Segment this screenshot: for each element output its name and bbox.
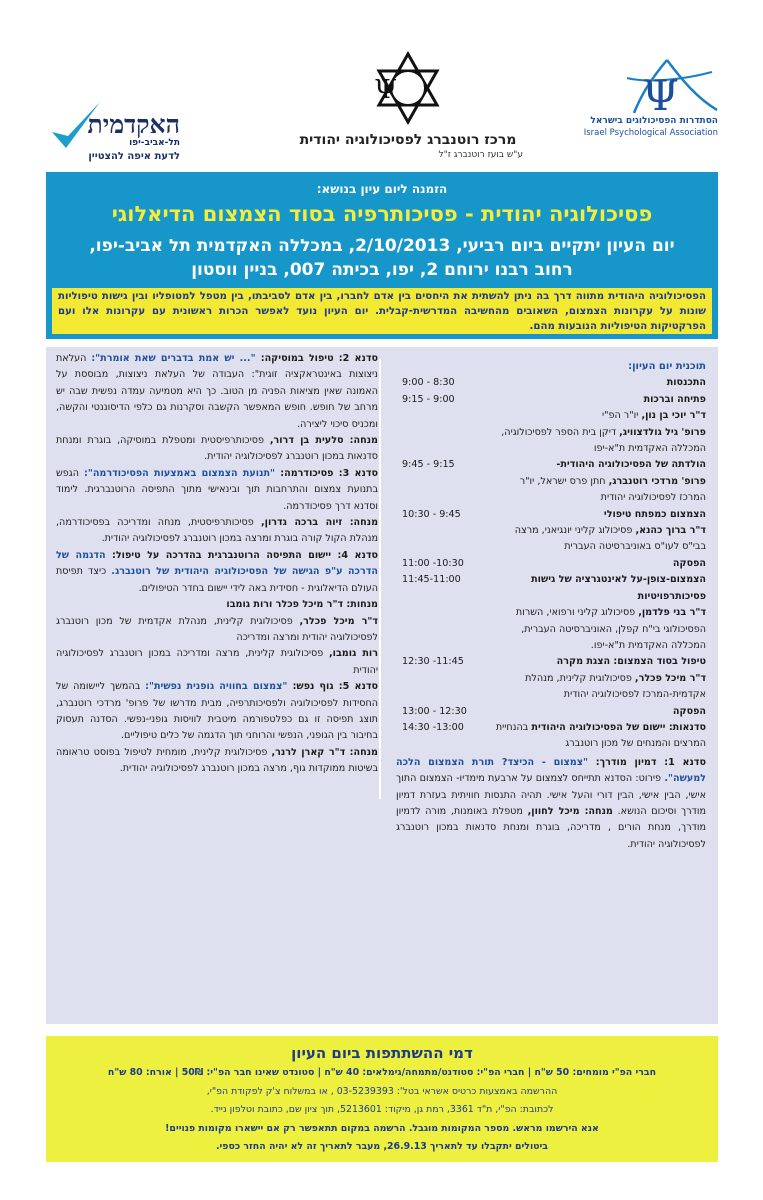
session-2-head: סדנא 2: טיפול במוסיקה:: [255, 353, 378, 364]
session-1-head: סדנא 1: דמיון מודרך:: [588, 756, 706, 768]
schedule-item-title: טיפול בסוד הצמצום: הצגת מקרה: [556, 656, 706, 668]
schedule-item-text: בהנחיית המרצים והמנחים של מכון רוטנברג: [495, 721, 706, 750]
program-title: תוכנית יום העיון:: [628, 361, 706, 372]
svg-text:Ψ: Ψ: [374, 75, 397, 105]
svg-text:Ψ: Ψ: [642, 71, 679, 118]
schedule-row: [396, 408, 706, 424]
academic-name: האקדמית: [87, 110, 180, 139]
ipa-hebrew-name: הסתדרות הפסיכולוגים בישראל: [590, 116, 718, 126]
session-5-text: בהמשך ליישומה של החסידות לפסיכולוגיה ולפסיכותרפיה, מבית מדרשו של פרופ' מרדכי רוטנברג, תוצג תפיסה זו גם כפלטפורמה מיטבית לוויסות גופני-נפשי. הסדנה תעסוק בחיבור בין הגופני, הנפשי והרוחני תוך הדגמה של כלים טיפוליים.: [56, 681, 378, 742]
fees-registration-phone: ההרשמה באמצעות כרטיס אשראי בטל': 03-5239393 , או במשלוח צ'ק לפקודת הפ"י,: [206, 1086, 558, 1097]
schedule-item-title: ד"ר מיכל פכלר,: [634, 672, 706, 684]
schedule-item: [492, 671, 706, 704]
fees-title: דמי ההשתתפות ביום העיון: [291, 1044, 473, 1062]
schedule-item-title: ד"ר בני פלדמן,: [638, 607, 706, 619]
session-1-guide: מנחה: מיכל לחוון,: [527, 805, 613, 817]
fees-cancellation: ביטולים יתקבלו עד לתאריך 26.9.13, מעבר לתאריך זה לא יהיה החזר כספי.: [215, 1141, 549, 1152]
fees-prices: חברי הפ"י מומחים: 50 ש"ח | חברי הפ"י: סטודנט/מתמחה/גימלאים: 40 ש"ח | סטונדט שאינו חבר הפ"י: 50₪ | אורח: 80 ש"ח: [107, 1067, 657, 1078]
session-3: [56, 466, 378, 548]
schedule-row: [396, 605, 706, 654]
session-4-text: כיצד תפיסת העולם הדיאלוגית - חסידית באה לידי יישום בחדר הטיפולים.: [56, 566, 378, 594]
schedule-item-text: פסיכולוג קליני ורפואי, השרות הפסיכולוגי בי"ח קפלן, האוניברסיטה העברית, המכללה האקדמית ת"א-יפו.: [515, 607, 706, 651]
session-4-guide-1: ד"ר מיכל פכלר,: [299, 615, 378, 627]
schedule-item: [492, 474, 706, 507]
schedule-item-text: יו"ר הפ"י: [601, 410, 642, 422]
schedule-time: 11:00 -10:30: [402, 557, 464, 569]
session-5-guide-text: פסיכולוגית קלינית, מומחית לטיפול בפוסט טראומה בשיטות ממוקדות גוף, מרצה במכון רוטנברג לפסיכולוגיה יהודית.: [56, 746, 378, 775]
schedule-time: [396, 523, 492, 556]
session-2: [56, 351, 378, 466]
session-2-text: העלאת ניצוצות באינטראקציה זוגית": העבודה של העלאת ניצוצות, מבוססת על האמונה שאין מציאות הפניה מן הטוב. כך היא מטמיעה עמדה נפשית שבה יש מרחב של חופש. חופש המאפשר הקשבה וסקרנות גם כלפי הדיסוננטי והקשה, ומכניס סיכוי ליצירה.: [56, 353, 378, 430]
rotenberg-center-logo: [283, 50, 533, 165]
star-of-david-psi-icon: [373, 50, 443, 125]
schedule-time: 10:30 - 9:45: [402, 508, 461, 520]
session-4: [56, 548, 378, 679]
ipa-logo: [572, 58, 722, 153]
session-4-guide-2-text: פסיכולוגית קלינית, מרצה ומדריכה במכון רוטנברג לפסיכולוגיה יהודית: [56, 648, 378, 676]
schedule-time: [396, 408, 492, 424]
schedule-time: 11:45-11:00: [402, 574, 461, 586]
event-banner: [46, 172, 718, 339]
session-5-title: "צמצום בחוויה גופנית נפשית":: [145, 681, 288, 693]
schedule-item-title: הולדתה של הפסיכולוגיה היהודית-: [556, 459, 706, 471]
schedule-row: [396, 671, 706, 704]
session-1: [396, 755, 706, 853]
schedule-item-title: הצמצום כמפתח טיפולי: [603, 508, 706, 520]
schedule-time: 12:30 -11:45: [402, 656, 464, 668]
schedule-item-title: ד"ר יוכי בן נון,: [641, 410, 706, 422]
schedule-item-title: הצמצום-צופן-על לאינטגרציה של גישות פסיכותרפויטיות: [531, 574, 706, 602]
schedule-time: [396, 605, 492, 654]
session-4-guide-2: רות גומבו,: [329, 648, 378, 660]
schedule-item-title: הפסקה: [672, 557, 706, 569]
psi-star-icon: [572, 58, 722, 118]
event-title: פסיכולוגיה יהודית - פסיכותרפיה בסוד הצמצום הדיאלוגי: [111, 202, 653, 226]
session-1-title: "צמצום - הכיצד? תורת הצמצום הלכה למעשה".: [396, 756, 706, 785]
schedule-item: [492, 704, 706, 720]
session-4-guides: מנחות: ד"ר מיכל פכלר ורות גומבו: [226, 599, 378, 611]
session-3-text: הגפש בתנועת צמצום והתרחבות תוך ובינאישי מתוך התפיסה הרוטנברגית. לימוד וסדנא דרך פסיכודרמה.: [56, 467, 378, 512]
fees-notice: אנא הירשמו מראש. מספר המקומות מוגבל. הרשמה במקום תתאפשר רק אם יישארו מקומות פנויים!: [165, 1123, 599, 1134]
session-3-guide-text: פסיכותרפיסטית, מנחה ומדריכה בפסיכודרמה, מנהלת הקול קורה בוגרת ומרצה במכון רוטנברג לפסיכולוגיה יהודית.: [56, 517, 378, 545]
schedule-item-title: פרופ' גיל גולדצוויג,: [619, 426, 706, 438]
session-4-title: הדגמה של הדרכה ע"פ הגישה של הפסיכולוגיה היהודית של רוטנברג.: [56, 549, 378, 578]
schedule-item-text: פסיכולוגית קלינית, מנהלת אקדמית-המרכז לפסיכולוגיה יהודית: [525, 672, 706, 701]
schedule-time: 14:30 -13:00: [402, 721, 464, 733]
schedule-row: [396, 720, 706, 753]
session-4-head: סדנא 4: יישום התפיסה הרוטנברגית בהדרכה על טיפול:: [112, 549, 378, 561]
session-3-guide: מנחה: זיוה ברכה גדרון,: [261, 517, 379, 529]
schedule-item-title: הפסקה: [672, 705, 706, 717]
schedule-row: [396, 556, 706, 572]
fees-registration-address: לכתובת: הפ"י, ת"ד 3361, רמת גן, מיקוד: 5213601, תוך ציון שם, כתובת וטלפון נייד.: [210, 1104, 554, 1115]
session-1-guide-text: מטפלת באומנות, מורה לדמיון מודרך, מנחת הורים , מדריכה, בוגרת ומנחת סדנאות במכון רוטנברג לפסיכולוגיה יהודית.: [396, 805, 706, 850]
academic-college-logo: [48, 98, 188, 168]
schedule-item: [492, 572, 706, 605]
schedule-item: [492, 408, 706, 424]
center-name: מרכז רוטנברג לפסיכולוגיה יהודית: [299, 132, 517, 148]
academic-slogan: לדעת איפה להצטיין: [88, 151, 180, 162]
session-2-guide: מנחה: סלעית בן דרור,: [269, 435, 378, 447]
session-5-guide: מנחה: ד"ר קארן לרנר,: [271, 746, 378, 758]
schedule-row: [396, 392, 706, 408]
session-3-title: "תנועת הצמצום באמצעות הפסיכודרמה":: [84, 467, 276, 479]
schedule-item: [492, 507, 706, 523]
schedule-row: [396, 457, 706, 473]
schedule-list: [396, 375, 706, 752]
center-subtitle: ע"ש בועז רוטנברג ז"ל: [438, 150, 523, 160]
schedule-item: [492, 654, 706, 670]
schedule-column: [396, 359, 706, 1014]
schedule-time: 9:45 - 9:15: [402, 459, 455, 471]
schedule-item: [492, 720, 706, 753]
schedule-row: [396, 507, 706, 523]
invitation-label: הזמנה ליום עיון בנושא:: [316, 182, 448, 196]
schedule-time: 13:00 - 12:30: [402, 705, 467, 717]
event-date-line: יום העיון יתקיים ביום רביעי, 2/10/2013, במכללה האקדמית תל אביב-יפו,: [89, 236, 675, 256]
session-2-guide-text: פסיכותרפיסטית ומטפלת במוסיקה, בוגרת ומנחת סדנאות במכון רוטנברג לפסיכולוגיה יהודית.: [56, 435, 378, 463]
schedule-item: [492, 375, 706, 391]
schedule-item: [492, 605, 706, 654]
schedule-item-text: חתן פרס ישראל, יו"ר המרכז לפסיכולוגיה יהודית: [519, 475, 706, 504]
schedule-item-title: פרופ' מרדכי רוטנברג,: [608, 475, 706, 487]
fees-footer: [46, 1036, 718, 1162]
session-5-head: סדנא 5: גוף נפש:: [287, 681, 378, 693]
session-2-title: "... יש אמת בדברים שאת אומרת":: [91, 353, 256, 364]
schedule-item-title: התכנסות: [666, 377, 706, 389]
schedule-item: [492, 392, 706, 408]
schedule-item-title: פתיחה וברכות: [643, 393, 706, 405]
schedule-time: 9:00 - 8:30: [402, 377, 455, 389]
schedule-item-text: פסיכולוג קליני יונגיאני, מרצה בבי"ס לעו"ס באוניברסיטה העברית: [514, 525, 706, 553]
schedule-row: [396, 704, 706, 720]
event-intro: הפסיכולוגיה היהודית מתווה דרך בה ניתן להשתית את היחסים בין אדם לחברו, בין אדם לסביבתו, בין מטפל למטופליו ובין גישות טיפוליות שונות על עקרונות הצמצום, השאובים מהחשיבה המדרשית-קבלית. יום העיון נועד לאפשר הכרות ראשונית עם עקרונות אלו ועם הפרקטיקות הטיפוליות הנובעות מהם.: [52, 288, 712, 334]
schedule-time: [396, 425, 492, 458]
schedule-item: [492, 425, 706, 458]
workshops-column: [56, 351, 378, 1014]
column-divider: [379, 359, 381, 799]
session-3-head: סדנא 3: פסיכודרמה:: [275, 467, 379, 479]
schedule-time: [396, 474, 492, 507]
schedule-item: [492, 457, 706, 473]
academic-city: תל-אביב-יפו: [129, 138, 180, 148]
event-address-line: רחוב רבנו ירוחם 2, יפו, בכיתה 007, בניין ווסטון: [191, 260, 573, 280]
session-1-text: פירוט: הסדנא תתייחס לצמצום על ארבעת מימדיו- הצמצום התוך אישי, הבין אישי, הבין דורי והעל אישי. תהיה התנסות חוויתית בעזרת דמיון מודרך וסיכום הנושא.: [396, 773, 706, 817]
ipa-english-name: Israel Psychological Association: [583, 128, 718, 138]
program-section: [46, 347, 718, 1024]
schedule-item-text: דיקן בית הספר לפסיכולוגיה, המכללה האקדמית ת"א-יפו: [501, 426, 706, 455]
schedule-item: [492, 556, 706, 572]
schedule-time: 9:15 - 9:00: [402, 393, 455, 405]
schedule-row: [396, 572, 706, 605]
session-4-guide-1-text: פסיכולוגית קלינית, מנהלת אקדמית של מכון רוטנברג לפסיכולוגיה יהודית ומרצה ומדריכה: [56, 615, 378, 643]
schedule-item: [492, 523, 706, 556]
schedule-row: [396, 654, 706, 670]
session-5: [56, 679, 378, 777]
schedule-item-title: ד"ר ברוך כהנא,: [635, 525, 706, 537]
schedule-row: [396, 523, 706, 556]
schedule-item-title: סדנאות: יישום של הפסיכולוגיה היהודית: [531, 721, 706, 733]
schedule-row: [396, 474, 706, 507]
schedule-time: [396, 671, 492, 704]
schedule-row: [396, 375, 706, 391]
schedule-row: [396, 425, 706, 458]
